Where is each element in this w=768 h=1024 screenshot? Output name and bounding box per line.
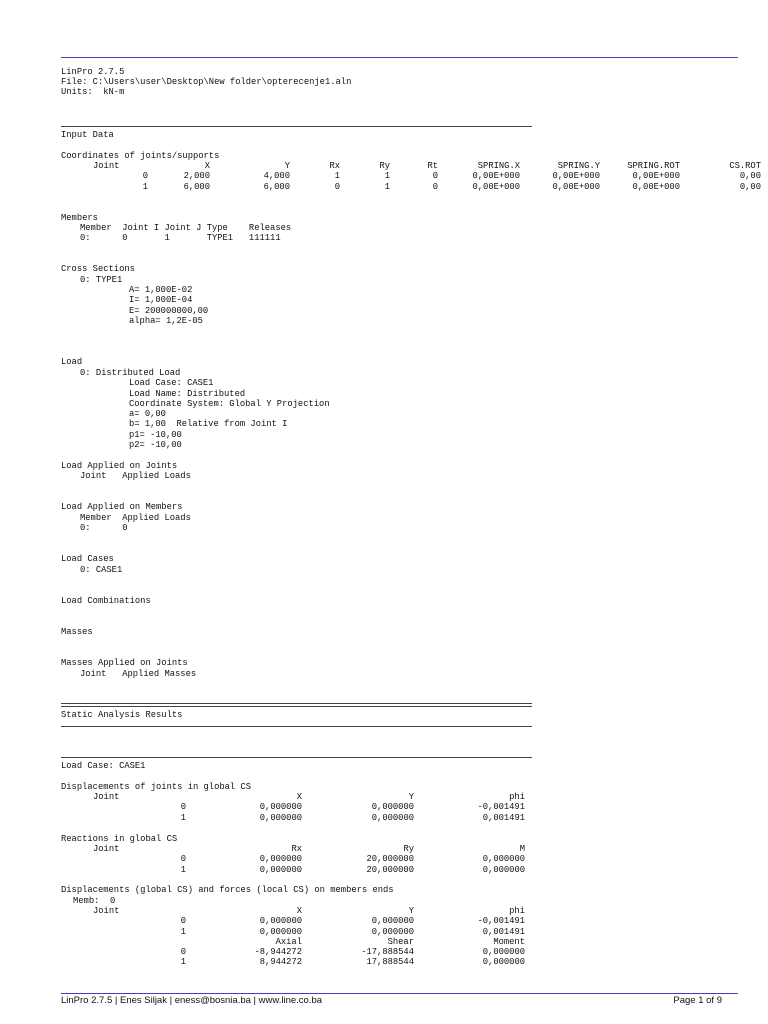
col-header: CS.ROT [729,161,761,171]
col-header: Y [284,161,290,171]
footer-credits: LinPro 2.7.5 | Enes Siljak | eness@bosnia.ba | www.line.co.ba [61,995,323,1006]
col-header: M [519,844,525,854]
cell: 0,000000 [482,854,525,865]
displacements-table [61,792,761,823]
masses-joints-title: Masses Applied on Joints [61,658,188,668]
static-results-title: Static Analysis Results [61,710,183,720]
load-line: b= 1,00 Relative from Joint I [129,419,288,429]
table-header-row [61,844,761,854]
load-line: a= 0,00 [129,409,166,419]
cross-sections-title: Cross Sections [61,264,135,274]
cell: 20,000000 [366,864,414,875]
load-item: 0: Distributed Load [80,368,181,378]
cell: 0,00E+000 [632,181,680,192]
coords-title: Coordinates of joints/supports [61,151,220,161]
cell: 0,000000 [371,812,414,823]
double-separator [61,703,532,707]
load-members-row: 0: 0 [80,523,128,533]
col-header: Y [408,792,414,802]
units: Units: kN-m [61,87,125,97]
cell: 20,000000 [366,854,414,865]
cell: 1 [180,957,186,968]
col-header: Joint [93,792,120,802]
cell: 17,888544 [366,957,414,968]
cell: -17,888544 [361,947,414,958]
col-header: Joint [93,844,120,854]
reactions-title: Reactions in global CS [61,834,178,844]
table-row [61,865,761,875]
col-header: X [204,161,210,171]
cell: 0 [180,802,186,813]
load-line: Load Name: Distributed [129,389,246,399]
cell: 4,000 [263,171,290,182]
load-case-row: 0: CASE1 [80,565,123,575]
coords-header-row [61,161,761,171]
table-row [61,947,761,957]
cross-section-modulus: E= 200000000,00 [129,306,209,316]
cell: 0 [180,854,186,865]
cell: 0,000000 [482,864,525,875]
cell: 1 [180,812,186,823]
input-data-title: Input Data [61,130,114,140]
cell: 1 [180,864,186,875]
col-header: Axial [275,936,302,947]
cell: 1 [384,171,390,182]
cell: 0 [334,181,340,192]
col-header: SPRING.X [477,161,520,171]
col-header: Rx [291,844,302,854]
cell: 0,00E+000 [552,171,600,182]
separator [61,126,532,127]
col-header: Moment [493,936,525,947]
cell: 0,00E+000 [632,171,680,182]
cell: 0,000000 [371,916,414,927]
cell: 2,000 [183,171,210,182]
table-row [61,916,761,926]
separator [61,757,532,758]
load-cases-title: Load Cases [61,554,114,564]
cell: 0,000000 [259,926,302,937]
members-header: Member Joint I Joint J Type Releases [80,223,292,233]
footer-rule [61,993,738,994]
load-combinations-title: Load Combinations [61,596,151,606]
load-members-header: Member Applied Loads [80,513,191,523]
col-header: Ry [403,844,414,854]
cell: 6,000 [263,181,290,192]
member-label: Memb: 0 [73,896,116,906]
col-header: Rx [329,161,340,171]
cell: 1 [384,181,390,192]
col-header: X [296,906,302,916]
table-header-row [61,937,761,947]
cell: 1 [180,926,186,937]
separator [61,726,532,727]
col-header: Joint [93,161,120,171]
load-members-title: Load Applied on Members [61,502,183,512]
file-path: File: C:\Users\user\Desktop\New folder\opterecenje1.aln [61,77,352,87]
masses-title: Masses [61,627,93,637]
cross-section-area: A= 1,000E-02 [129,285,193,295]
cell: 0 [180,916,186,927]
col-header: SPRING.Y [557,161,600,171]
cell: 0 [180,947,186,958]
cell: -0,001491 [477,802,525,813]
cell: -0,001491 [477,916,525,927]
cell: 0,00 [739,181,761,192]
load-joints-header: Joint Applied Loads [80,471,191,481]
table-header-row [61,906,761,916]
masses-joints-header: Joint Applied Masses [80,669,197,679]
load-line: p2= -10,00 [129,440,182,450]
cross-section-inertia: I= 1,000E-04 [129,295,193,305]
cell: 0,000000 [259,802,302,813]
cell: 0,000000 [371,926,414,937]
top-rule [61,57,738,58]
displacements-title: Displacements of joints in global CS [61,782,252,792]
table-row [61,182,761,192]
members-title: Members [61,213,98,223]
cell: 0,00E+000 [472,181,520,192]
coords-table [61,161,761,192]
cell: 0,000000 [259,864,302,875]
table-row [61,813,761,823]
cell: 6,000 [183,181,210,192]
load-line: Coordinate System: Global Y Projection [129,399,330,409]
table-row [61,927,761,937]
col-header: Y [408,906,414,916]
members-row: 0: 0 1 TYPE1 111111 [80,233,281,243]
load-case-label: Load Case: CASE1 [61,761,146,771]
cell: 0 [142,171,148,182]
cell: 0 [432,181,438,192]
col-header: Joint [93,906,120,916]
table-row [61,854,761,864]
col-header: Shear [387,936,414,947]
table-row [61,957,761,967]
col-header: SPRING.ROT [627,161,680,171]
load-joints-title: Load Applied on Joints [61,461,178,471]
cell: -8,944272 [254,947,302,958]
table-header-row [61,792,761,802]
cross-section-type: 0: TYPE1 [80,275,123,285]
cell: 0,000000 [482,957,525,968]
cell: 0,00E+000 [472,171,520,182]
cell: 0,001491 [482,812,525,823]
table-row [61,802,761,812]
cell: 0 [432,171,438,182]
reactions-table [61,844,761,875]
load-line: p1= -10,00 [129,430,182,440]
load-line: Load Case: CASE1 [129,378,214,388]
cell: 0,001491 [482,926,525,937]
member-ends-table [61,906,761,968]
cell: 0,000000 [259,854,302,865]
cross-section-alpha: alpha= 1,2E-05 [129,316,203,326]
col-header: Ry [379,161,390,171]
cell: 0,000000 [259,916,302,927]
col-header: Rt [427,161,438,171]
member-ends-title: Displacements (global CS) and forces (local CS) on members ends [61,885,394,895]
cell: 1 [334,171,340,182]
cell: 1 [142,181,148,192]
col-header: phi [509,792,525,802]
table-row [61,171,761,181]
col-header: X [296,792,302,802]
cell: 0,00E+000 [552,181,600,192]
cell: 0,000000 [482,947,525,958]
cell: 0,000000 [259,812,302,823]
col-header: phi [509,906,525,916]
load-title: Load [61,357,83,367]
page-number: Page 1 of 9 [673,995,722,1006]
cell: 8,944272 [259,957,302,968]
program-name: LinPro 2.7.5 [61,67,125,77]
cell: 0,000000 [371,802,414,813]
cell: 0,00 [739,171,761,182]
